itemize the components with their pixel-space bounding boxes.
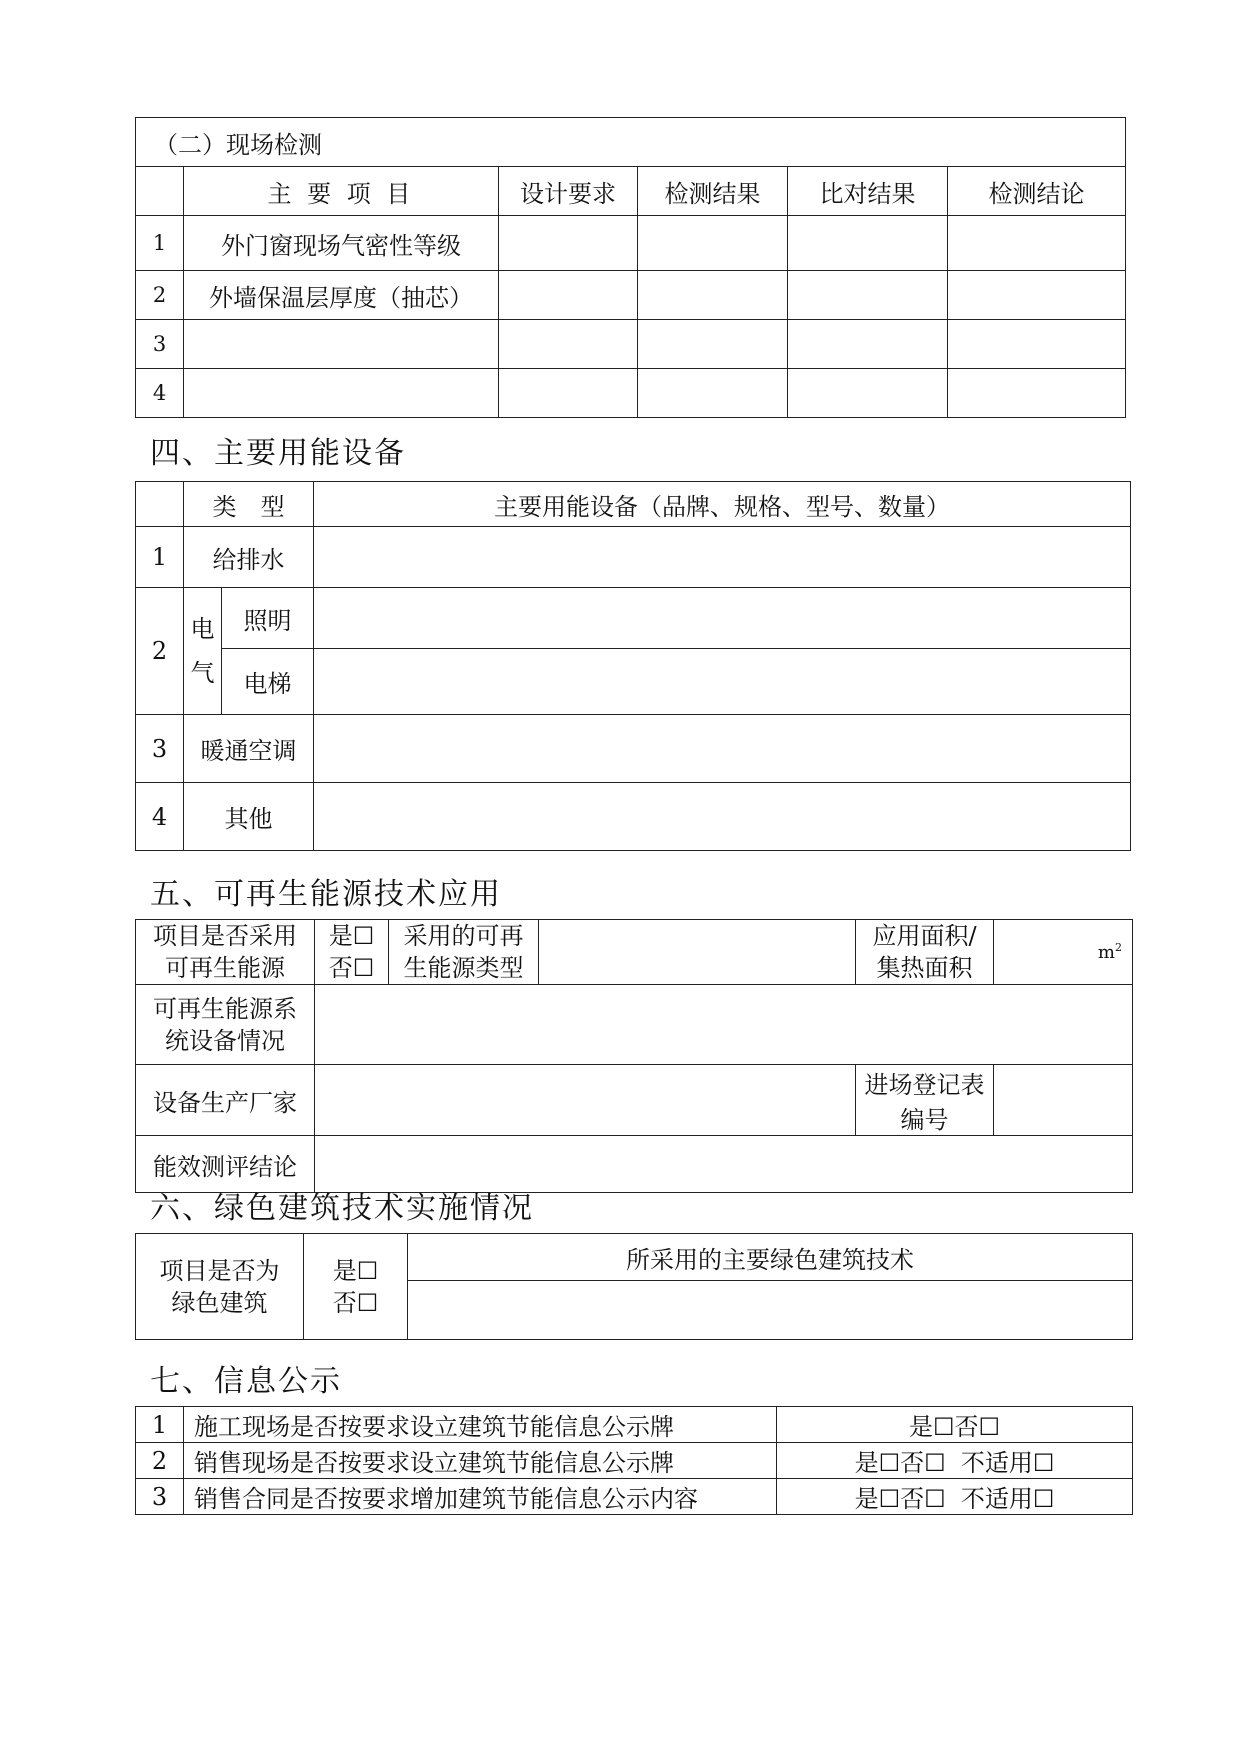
result-cell[interactable] <box>638 320 788 369</box>
yes-checkbox[interactable]: 是☐ <box>332 1256 379 1285</box>
conclusion-cell[interactable] <box>948 216 1126 271</box>
compare-cell[interactable] <box>788 271 948 320</box>
green-building-line-1: 项目是否为 <box>159 1256 280 1285</box>
type-label: 电梯 <box>222 649 314 715</box>
col-header-compare: 比对结果 <box>788 167 948 216</box>
manufacturer-label: 设备生产厂家 <box>136 1065 315 1136</box>
green-building-table <box>135 1233 1133 1340</box>
electrical-group-label <box>184 588 222 715</box>
system-equipment-line-2: 统设备情况 <box>165 1026 285 1055</box>
item-label: 外墙保温层厚度（抽芯） <box>184 271 499 320</box>
electrical-char-2: 气 <box>190 659 215 687</box>
equipment-cell[interactable] <box>314 715 1131 783</box>
no-checkbox[interactable]: 否☐ <box>328 954 375 982</box>
area-line-1: 应用面积/ <box>872 922 977 950</box>
system-equipment-label <box>136 985 315 1065</box>
disclosure-answer[interactable]: 是☐否☐ 不适用☐ <box>777 1479 1133 1515</box>
row-number: 2 <box>136 588 184 715</box>
row-number: 1 <box>136 216 184 271</box>
renewable-type-line-1: 采用的可再 <box>403 922 524 950</box>
electrical-char-1: 电 <box>190 615 215 643</box>
renewable-type-line-2: 生能源类型 <box>403 954 524 982</box>
green-building-options <box>304 1234 408 1340</box>
row-number: 3 <box>136 715 184 783</box>
renewable-type-value[interactable] <box>539 920 856 985</box>
type-label: 照明 <box>222 588 314 649</box>
blank-cell <box>136 167 184 216</box>
area-line-2: 集热面积 <box>876 954 973 982</box>
row-number: 4 <box>136 783 184 851</box>
blank-cell <box>136 482 184 527</box>
row-number: 2 <box>136 1443 184 1479</box>
equipment-cell[interactable] <box>314 783 1131 851</box>
entry-number-value[interactable] <box>994 1065 1133 1136</box>
field-test-title: （二）现场检测 <box>136 118 1126 167</box>
equipment-table <box>135 481 1131 851</box>
renewable-type-label <box>389 920 539 985</box>
result-cell[interactable] <box>638 369 788 418</box>
disclosure-answer[interactable]: 是☐否☐ <box>777 1407 1133 1443</box>
result-cell[interactable] <box>638 216 788 271</box>
compare-cell[interactable] <box>788 320 948 369</box>
conclusion-cell[interactable] <box>948 320 1126 369</box>
row-number: 3 <box>136 320 184 369</box>
disclosure-question: 销售现场是否按要求设立建筑节能信息公示牌 <box>184 1443 777 1479</box>
entry-number-label: 进场登记表编号 <box>856 1065 994 1136</box>
type-label: 暖通空调 <box>184 715 314 783</box>
type-label: 给排水 <box>184 527 314 588</box>
yes-checkbox[interactable]: 是☐ <box>328 922 375 950</box>
disclosure-question: 施工现场是否按要求设立建筑节能信息公示牌 <box>184 1407 777 1443</box>
adopt-renewable-label <box>136 920 315 985</box>
compare-cell[interactable] <box>788 216 948 271</box>
area-label <box>856 920 994 985</box>
system-equipment-line-1: 可再生能源系 <box>153 994 297 1023</box>
field-test-table <box>135 117 1126 418</box>
col-header-item: 主 要 项 目 <box>184 167 499 216</box>
green-building-line-2: 绿色建筑 <box>171 1288 268 1317</box>
manufacturer-value[interactable] <box>315 1065 856 1136</box>
design-cell[interactable] <box>499 369 638 418</box>
col-header-design: 设计要求 <box>499 167 638 216</box>
type-header: 类 型 <box>184 482 314 527</box>
col-header-result: 检测结果 <box>638 167 788 216</box>
section-heading-renewable: 五、可再生能源技术应用 <box>150 877 502 912</box>
area-unit-superscript: 2 <box>1115 941 1122 954</box>
design-cell[interactable] <box>499 320 638 369</box>
row-number: 1 <box>136 1407 184 1443</box>
equipment-cell[interactable] <box>314 588 1131 649</box>
conclusion-cell[interactable] <box>948 271 1126 320</box>
row-number: 1 <box>136 527 184 588</box>
equipment-cell[interactable] <box>314 649 1131 715</box>
no-checkbox[interactable]: 否☐ <box>332 1288 379 1317</box>
adopt-renewable-line-2: 可再生能源 <box>165 954 285 982</box>
efficiency-conclusion-label: 能效测评结论 <box>136 1136 315 1193</box>
compare-cell[interactable] <box>788 369 948 418</box>
section-heading-green-building: 六、绿色建筑技术实施情况 <box>150 1191 534 1226</box>
row-number: 2 <box>136 271 184 320</box>
section-heading-disclosure: 七、信息公示 <box>150 1364 342 1399</box>
area-unit: m <box>1097 942 1115 963</box>
renewable-table <box>135 919 1133 1193</box>
row-number: 4 <box>136 369 184 418</box>
disclosure-answer[interactable]: 是☐否☐ 不适用☐ <box>777 1443 1133 1479</box>
equipment-header: 主要用能设备（品牌、规格、型号、数量） <box>314 482 1131 527</box>
design-cell[interactable] <box>499 216 638 271</box>
green-building-label <box>136 1234 304 1340</box>
green-tech-value[interactable] <box>408 1281 1133 1340</box>
design-cell[interactable] <box>499 271 638 320</box>
type-label: 其他 <box>184 783 314 851</box>
result-cell[interactable] <box>638 271 788 320</box>
disclosure-question: 销售合同是否按要求增加建筑节能信息公示内容 <box>184 1479 777 1515</box>
area-value[interactable] <box>994 920 1133 985</box>
adopt-renewable-line-1: 项目是否采用 <box>153 922 297 950</box>
disclosure-table <box>135 1406 1133 1515</box>
conclusion-cell[interactable] <box>948 369 1126 418</box>
green-tech-header: 所采用的主要绿色建筑技术 <box>408 1234 1133 1281</box>
adopt-renewable-options <box>315 920 389 985</box>
system-equipment-value[interactable] <box>315 985 1133 1065</box>
item-cell[interactable] <box>184 369 499 418</box>
equipment-cell[interactable] <box>314 527 1131 588</box>
col-header-conclusion: 检测结论 <box>948 167 1126 216</box>
item-cell[interactable] <box>184 320 499 369</box>
section-heading-equipment: 四、主要用能设备 <box>150 436 406 471</box>
row-number: 3 <box>136 1479 184 1515</box>
item-label: 外门窗现场气密性等级 <box>184 216 499 271</box>
